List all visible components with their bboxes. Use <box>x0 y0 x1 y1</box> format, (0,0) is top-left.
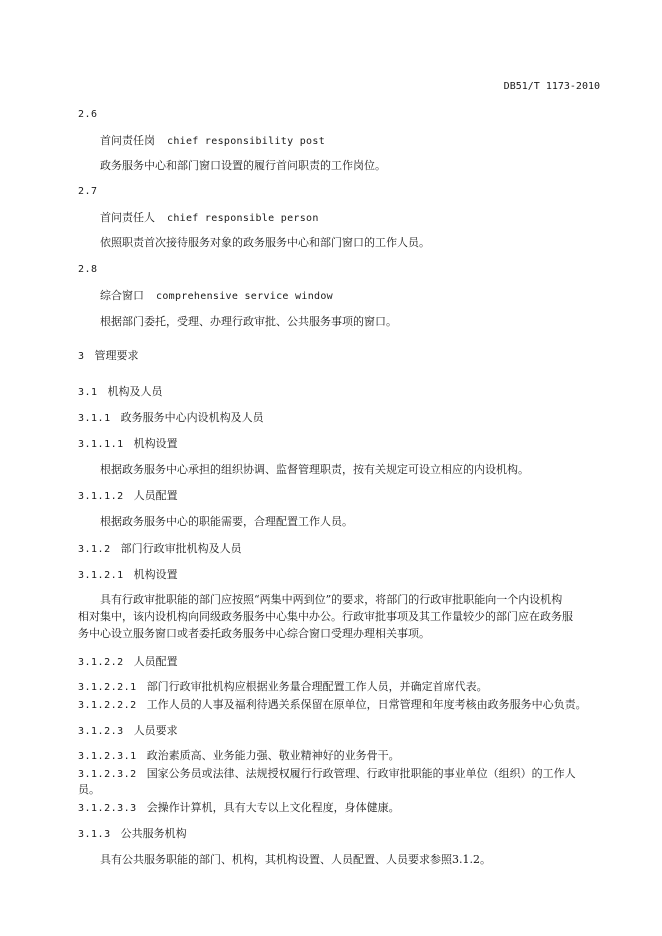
section-heading <box>78 724 178 739</box>
item-number: 3.1.2.3.1 <box>78 751 137 762</box>
term-en: comprehensive service window <box>156 291 333 302</box>
list-item <box>78 698 587 713</box>
term-entry <box>100 134 325 149</box>
section-heading <box>78 349 139 364</box>
item-text: 国家公务员或法律、法规授权履行行政管理、行政审批职能的事业单位（组织）的工作人 <box>146 767 576 780</box>
term-cn: 综合窗口 <box>100 289 144 302</box>
paragraph-line: 相对集中，该内设机构向同级政务服务中心集中办公。行政审批事项及其工作量较少的部门应在政务服 <box>78 610 573 623</box>
item-text: 工作人员的人事及福利待遇关系保留在原单位，日常管理和年度考核由政务服务中心负责。 <box>146 698 587 711</box>
item-text: 政治素质高、业务能力强、敬业精神好的业务骨干。 <box>146 749 400 762</box>
paragraph-line: 务中心设立服务窗口或者委托政务服务中心综合窗口受理办理相关事项。 <box>78 627 430 640</box>
term-number: 2.8 <box>78 264 98 275</box>
term-entry <box>100 289 333 304</box>
term-en: chief responsibility post <box>167 136 326 147</box>
section-title: 机构设置 <box>133 568 178 581</box>
item-number: 3.1.2.3.3 <box>78 803 137 814</box>
section-number: 3.1.2.1 <box>78 570 124 581</box>
section-heading <box>78 827 187 842</box>
section-title: 机构及人员 <box>107 385 163 398</box>
section-number: 3 <box>78 351 85 362</box>
section-title: 人员配置 <box>133 655 178 668</box>
section-heading <box>78 411 264 426</box>
paragraph: 具有公共服务职能的部门、机构，其机构设置、人员配置、人员要求参照3.1.2。 <box>100 853 491 866</box>
item-text: 会操作计算机，具有大专以上文化程度，身体健康。 <box>146 801 400 814</box>
section-title: 管理要求 <box>94 349 139 362</box>
item-number: 3.1.2.2.1 <box>78 682 137 693</box>
section-number: 3.1.1 <box>78 413 111 424</box>
term-definition: 政务服务中心和部门窗口设置的履行首问职责的工作岗位。 <box>100 159 386 172</box>
term-en: chief responsible person <box>167 213 319 224</box>
section-number: 3.1 <box>78 387 98 398</box>
section-heading <box>78 542 242 557</box>
section-title: 部门行政审批机构及人员 <box>120 542 242 555</box>
section-heading <box>78 437 178 452</box>
section-number: 3.1.3 <box>78 829 111 840</box>
list-item <box>78 680 488 695</box>
section-number: 3.1.1.2 <box>78 491 124 502</box>
section-heading <box>78 568 178 583</box>
term-number: 2.7 <box>78 186 98 197</box>
list-item <box>78 749 400 764</box>
list-item <box>78 767 576 782</box>
section-heading <box>78 489 178 504</box>
term-definition: 根据部门委托，受理、办理行政审批、公共服务事项的窗口。 <box>100 315 397 328</box>
term-entry <box>100 211 319 226</box>
paragraph: 根据政务服务中心的职能需要，合理配置工作人员。 <box>100 515 353 528</box>
section-heading <box>78 385 163 400</box>
term-cn: 首问责任岗 <box>100 134 155 147</box>
section-title: 政务服务中心内设机构及人员 <box>120 411 264 424</box>
term-definition: 依照职责首次接待服务对象的政务服务中心和部门窗口的工作人员。 <box>100 236 430 249</box>
doc-number: DB51/T 1173-2010 <box>503 81 600 92</box>
term-number: 2.6 <box>78 109 98 120</box>
item-text: 部门行政审批机构应根据业务量合理配置工作人员，并确定首席代表。 <box>146 680 488 693</box>
paragraph-line: 具有行政审批职能的部门应按照“两集中两到位”的要求，将部门的行政审批职能向一个内设机构 <box>100 593 563 606</box>
term-cn: 首问责任人 <box>100 211 155 224</box>
item-number: 3.1.2.2.2 <box>78 700 137 711</box>
section-title: 机构设置 <box>133 437 178 450</box>
section-heading <box>78 655 178 670</box>
item-number: 3.1.2.3.2 <box>78 769 137 780</box>
section-number: 3.1.2.3 <box>78 726 124 737</box>
section-number: 3.1.2 <box>78 544 111 555</box>
section-title: 人员要求 <box>133 724 178 737</box>
section-number: 3.1.1.1 <box>78 439 124 450</box>
item-text-continuation: 员。 <box>78 783 100 796</box>
section-title: 人员配置 <box>133 489 178 502</box>
list-item <box>78 801 400 816</box>
section-title: 公共服务机构 <box>120 827 187 840</box>
paragraph: 根据政务服务中心承担的组织协调、监督管理职责，按有关规定可设立相应的内设机构。 <box>100 463 529 476</box>
section-number: 3.1.2.2 <box>78 657 124 668</box>
